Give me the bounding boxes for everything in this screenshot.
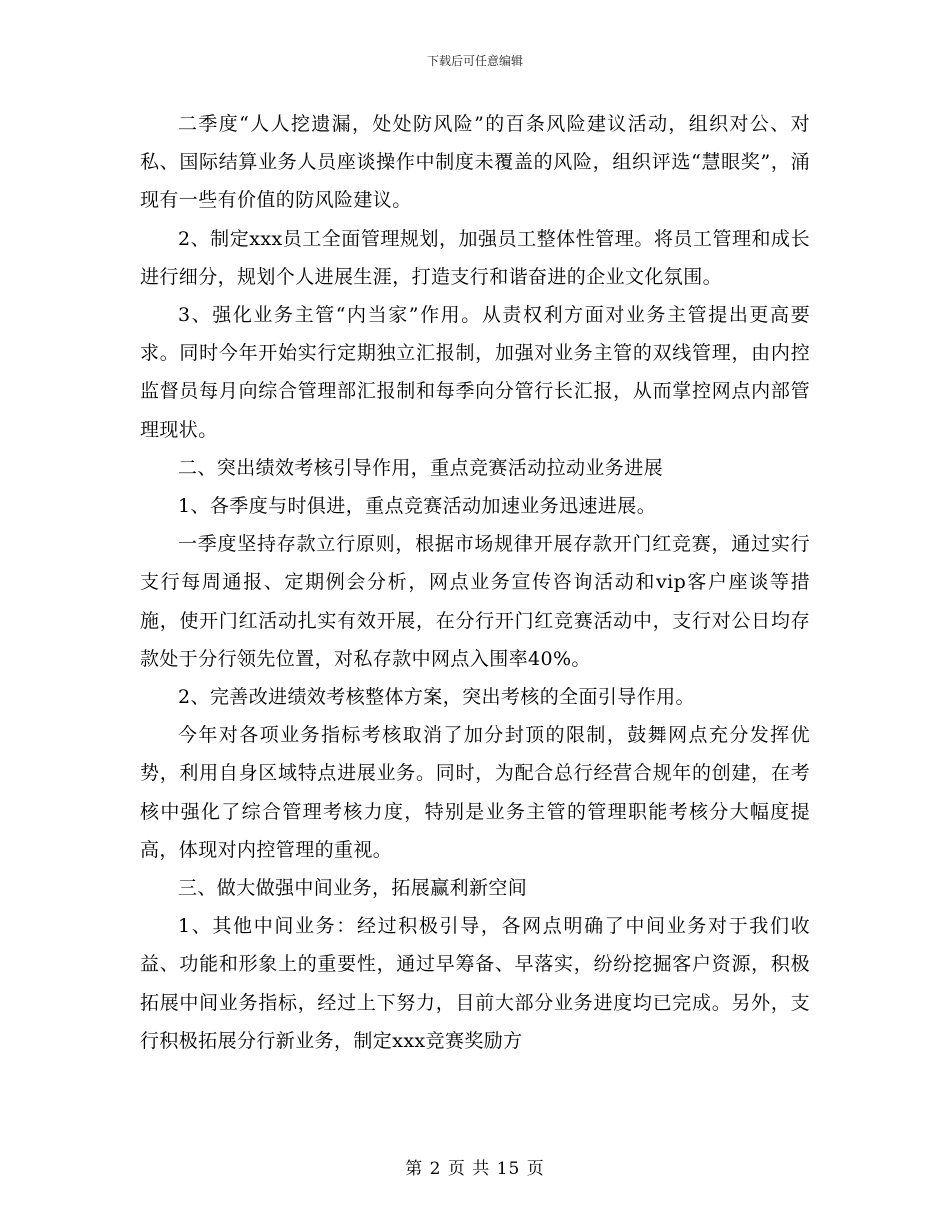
- paragraph: 2、制定xxx员工全面管理规划，加强员工整体性管理。将员工管理和成长进行细分，规划个人进展生涯，打造支行和谐奋进的企业文化氛围。: [140, 227, 810, 288]
- paragraph: 1、其他中间业务：经过积极引导，各网点明确了中间业务对于我们收益、功能和形象上的重要性，通过早筹备、早落实，纷纷挖掘客户资源，积极拓展中间业务指标，经过上下努力，目前大部分业务进度均已完成。另外，支行积极拓展分行新业务，制定xxx竞赛奖励方: [140, 915, 810, 1052]
- subsection-heading: 1、各季度与时俱进，重点竞赛活动加速业务迅速进展。: [178, 495, 657, 518]
- document-body: [140, 105, 810, 1060]
- section-heading: 二、突出绩效考核引导作用，重点竞赛活动拉动业务进展: [178, 456, 664, 479]
- page-number-footer: 第 2 页 共 15 页: [405, 1159, 545, 1179]
- paragraph: 3、强化业务主管“内当家”作用。从责权利方面对业务主管提出更高要求。同时今年开始实行定期独立汇报制，加强对业务主管的双线管理，由内控监督员每月向综合管理部汇报制和每季向分管行长汇报，从而掌控网点内部管理现状。: [140, 304, 810, 441]
- page-header: 下载后可任意编辑: [426, 54, 523, 68]
- section-heading: 三、做大做强中间业务，拓展赢利新空间: [178, 877, 528, 900]
- subsection-heading: 2、完善改进绩效考核整体方案，突出考核的全面引导作用。: [178, 686, 695, 709]
- paragraph: 今年对各项业务指标考核取消了加分封顶的限制，鼓舞网点充分发挥优势，利用自身区域特点进展业务。同时，为配合总行经营合规年的创建，在考核中强化了综合管理考核力度，特别是业务主管的管理职能考核分大幅度提高，体现对内控管理的重视。: [140, 724, 810, 861]
- paragraph: 一季度坚持存款立行原则，根据市场规律开展存款开门红竞赛，通过实行支行每周通报、定期例会分析，网点业务宣传咨询活动和vip客户座谈等措施，使开门红活动扎实有效开展，在分行开门红竞赛活动中，支行对公日均存款处于分行领先位置，对私存款中网点入围率40%。: [140, 533, 810, 670]
- paragraph: 二季度“人人挖遗漏，处处防风险”的百条风险建议活动，组织对公、对私、国际结算业务人员座谈操作中制度未覆盖的风险，组织评选“慧眼奖”，涌现有一些有价值的防风险建议。: [140, 113, 810, 212]
